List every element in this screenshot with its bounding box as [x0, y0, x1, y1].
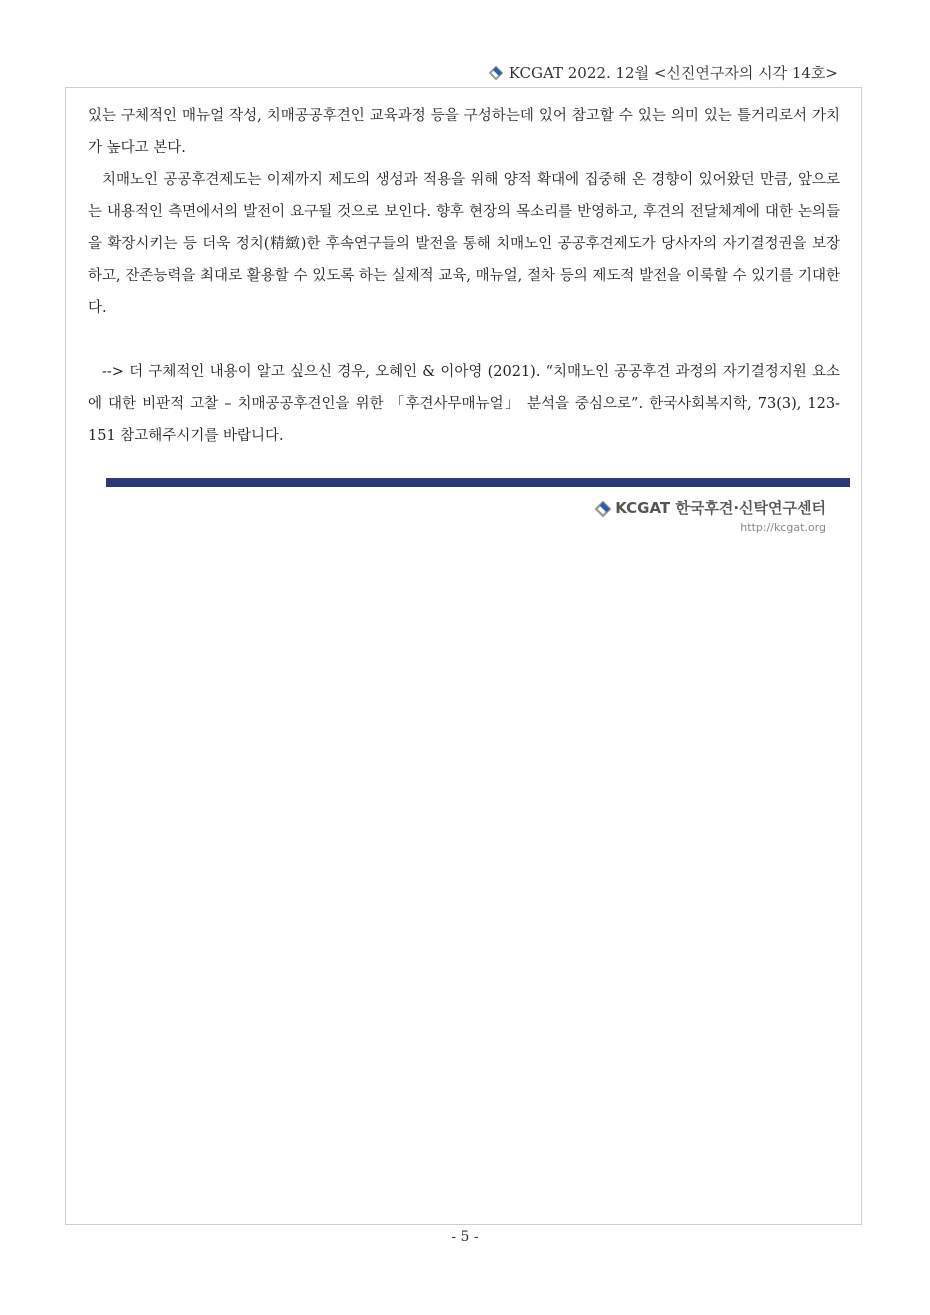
kcgat-logo-icon: [489, 66, 503, 80]
footer-logo: [595, 497, 826, 534]
footer-brand: [595, 497, 826, 518]
paragraph: 치매노인 공공후견제도는 이제까지 제도의 생성과 적용을 위해 양적 확대에 집중해 온 경향이 있어왔던 만큼, 앞으로는 내용적인 측면에서의 발전이 요구될 것으로 보인다. 향후 현장의 목소리를 반영하고, 후견의 전달체계에 대한 논의들을 확장시키는 등 더욱 정치(精緻)한 후속연구들의 발전을 통해 치매노인 공공후견제도가 당사자의 자기결정권을 보장하고, 잔존능력을 최대로 활용할 수 있도록 하는 실제적 교육, 매뉴얼, 절차 등의 제도적 발전을 이룩할 수 있기를 기대한다.: [88, 172, 840, 316]
kcgat-logo-icon: [595, 501, 609, 515]
section-divider: [106, 478, 850, 487]
paragraph: 있는 구체적인 매뉴얼 작성, 치매공공후견인 교육과정 등을 구성하는데 있어 참고할 수 있는 의미 있는 틀거리로서 가치가 높다고 본다.: [88, 108, 840, 156]
footer-brand-text: KCGAT 한국후견·신탁연구센터: [615, 499, 826, 517]
body-text: [88, 100, 840, 452]
page-number: - 5 -: [451, 1229, 479, 1245]
header-text: KCGAT 2022. 12월 <신진연구자의 시각 14호>: [508, 64, 838, 82]
reference-note: --> 더 구체적인 내용이 알고 싶으신 경우, 오혜인 & 이아영 (2021). “치매노인 공공후견 과정의 자기결정지원 요소에 대한 비판적 고찰 – 치매공공후견인을 위한 「후견사무매뉴얼」 분석을 중심으로”. 한국사회복지학, 73(3), 123-151 참고해주시기를 바랍니다.: [88, 364, 840, 444]
footer-url: http://kcgat.org: [740, 521, 826, 534]
running-header: [489, 62, 838, 83]
